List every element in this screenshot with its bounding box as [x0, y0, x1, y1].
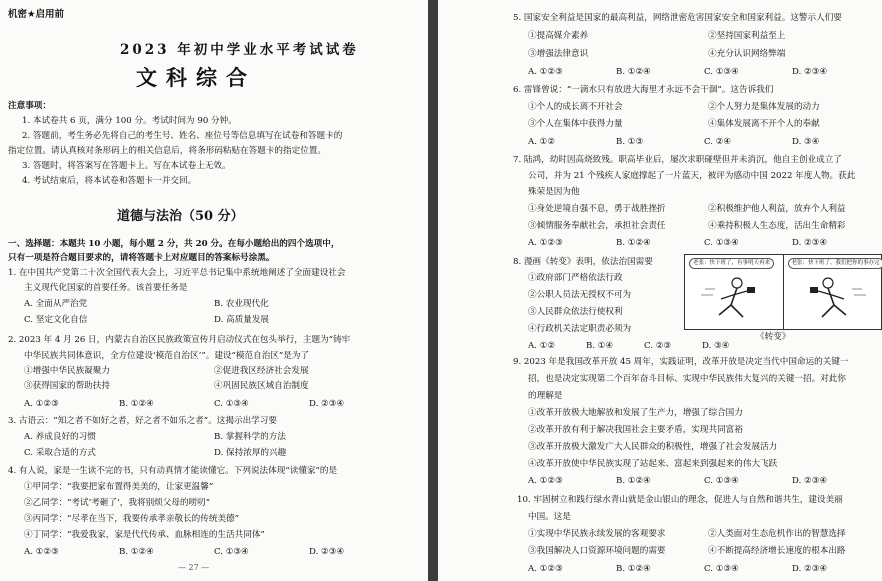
answer-option[interactable]: C. ①③④	[704, 238, 739, 248]
statement-item: ③人民群众依法行使权利	[528, 307, 623, 317]
question-stem: 4. 有人说，家是一生读不完的书，只有动真情才能读懂它。下列说法体现“读懂家”的是	[8, 466, 338, 476]
answer-option[interactable]: C. ①③④	[704, 564, 739, 574]
question-stem: 6. 雷锋曾说：“一滴水只有放进大海里才永远不会干涸”。这告诉我们	[513, 85, 774, 95]
question-stem: 中国。这是	[528, 512, 571, 522]
statement-item: ③增强法律意识	[528, 49, 589, 59]
option[interactable]: B. 农业现代化	[214, 299, 269, 309]
statement-item: ③我国解决人口资源环境问题的需要	[528, 546, 666, 556]
statement-item: ①甲同学：“我要把家布置得美美的，让家更温馨”	[24, 482, 214, 492]
note-line: 2. 答题前，考生务必先将自己的考生号、姓名、座位号等信息填写在试卷和答题卡的	[22, 131, 343, 141]
exam-page-right[interactable]	[438, 0, 882, 581]
answer-option[interactable]: B. ①②④	[616, 476, 651, 486]
answer-option[interactable]: D. ②③④	[792, 476, 828, 486]
note-line: 指定位置。请认真核对条形码上的相关信息后，将条形码粘贴在答题卡的指定位置。	[8, 146, 326, 156]
statement-item: ②坚持国家利益至上	[708, 31, 786, 41]
answer-option[interactable]: A. ①②③	[528, 564, 563, 574]
statement-item: ③倾情服务奉献社会，承担社会责任	[528, 221, 666, 231]
question-stem: 7. 陆鸿，幼时因高烧致残。职高毕业后，屡次求职碰壁但并未消沉，他自主创业成立了	[513, 155, 842, 165]
exam-title: 2023 年初中学业水平考试试卷	[120, 42, 359, 58]
answer-option[interactable]: B. ①②④	[119, 547, 154, 557]
question-stem: 3. 古语云：“知之者不如好之者，好之者不如乐之者”。这揭示出学习要	[8, 416, 277, 426]
answer-option[interactable]: B. ①②④	[616, 67, 651, 77]
part-intro: 只有一项是符合题目要求的，请将答题卡上对应题目的答案标号涂黑。	[8, 253, 275, 263]
answer-option[interactable]: C. ②③	[644, 341, 672, 351]
answer-option[interactable]: D. ②③④	[792, 67, 828, 77]
question-stem: 公司，并为 21 个残疾人家庭撑起了一片蓝天，被评为感动中国 2022 年度人物。获此	[528, 171, 856, 181]
question-stem: 1. 在中国共产党第二十次全国代表大会上，习近平总书记集中系统地阐述了全面建设社会	[8, 268, 346, 278]
answer-option[interactable]: D. ②③④	[309, 547, 345, 557]
option[interactable]: D. 保持浓厚的兴趣	[214, 448, 287, 458]
option[interactable]: B. 掌握科学的方法	[214, 432, 286, 442]
question-stem: 中华民族共同体意识，全方位建设‘模范自治区’”。建设“模范自治区”是为了	[24, 351, 310, 361]
statement-item: ④乘持积极人生态度，活出生命精彩	[708, 221, 846, 231]
question-stem: 9. 2023 年是我国改革开放 45 周年，实践证明，改革开放是决定当代中国命运的关键一	[513, 357, 849, 367]
statement-item: ①提高媒介素养	[528, 31, 589, 41]
answer-option[interactable]: C. ①③④	[214, 547, 249, 557]
option[interactable]: C. 采取合适的方式	[24, 448, 96, 458]
question-stem: 8. 漫画《转变》表明，依法治国需要	[513, 257, 653, 267]
answer-option[interactable]: C. ①③④	[704, 67, 739, 77]
statement-item: ④充分认识网络弊端	[708, 49, 786, 59]
statement-item: ②促进我区经济社会发展	[214, 366, 309, 376]
statement-item: ③丙同学：“尽孝在当下，我要传承孝亲敬长的传统美德”	[24, 514, 240, 524]
answer-option[interactable]: C. ②④	[704, 137, 732, 147]
answer-option[interactable]: B. ①③	[616, 137, 644, 147]
answer-option[interactable]: D. ②③④	[792, 238, 828, 248]
cartoon-panel-before	[685, 255, 784, 329]
answer-option[interactable]: D. ③④	[792, 137, 820, 147]
statement-item: ②积极维护他人利益，放弃个人利益	[708, 204, 846, 214]
statement-item: ④丁同学：“我爱我家，家是代代传承、血脉相连的生活共同体”	[24, 530, 265, 540]
question-stem: 主义现代化国家的首要任务。该首要任务是	[24, 283, 188, 293]
part-intro: 一、选择题：本题共 10 小题，每小题 2 分，共 20 分。在每小题给出的四个选项中，	[8, 239, 340, 249]
answer-option[interactable]: A. ①②③	[24, 547, 59, 557]
statement-item: ③获得国家的帮助扶持	[24, 381, 110, 391]
answer-option[interactable]: B. ①④	[586, 341, 614, 351]
cartoon-zhuanbian	[684, 254, 882, 330]
answer-option[interactable]: D. ②③④	[792, 564, 828, 574]
statement-item: ④不断提高经济增长速度的根本出路	[708, 546, 846, 556]
section-title: 道德与法治（50 分）	[117, 209, 244, 224]
question-stem: 招，也是决定实现第二个百年奋斗目标、实现中华民族伟大复兴的关键一招。对此你	[528, 374, 846, 384]
notes-heading: 注意事项：	[8, 101, 51, 111]
running-clerk-icon	[784, 255, 881, 327]
speech-bubble: 老张：快下班了，我们把你的事办完	[788, 258, 882, 269]
statement-item: ①实现中华民族永续发展的客观要求	[528, 529, 666, 539]
note-line: 3. 答题时，将答案写在答题卡上。写在本试卷上无效。	[22, 161, 231, 171]
answer-option[interactable]: B. ①②④	[616, 238, 651, 248]
answer-option[interactable]: A. ①②③	[528, 238, 563, 248]
cartoon-caption: 《转变》	[756, 332, 791, 342]
answer-option[interactable]: C. ①③④	[214, 399, 249, 409]
statement-item: ①政府部门严格依法行政	[528, 273, 623, 283]
answer-option[interactable]: B. ①②④	[616, 564, 651, 574]
statement-item: ①增强中华民族凝聚力	[24, 366, 110, 376]
exam-page-left[interactable]	[0, 0, 428, 581]
answer-option[interactable]: A. ①②③	[528, 476, 563, 486]
answer-option[interactable]: B. ①②④	[119, 399, 154, 409]
question-stem: 2. 2023 年 4 月 26 日，内蒙古自治区民族政策宣传月启动仪式在包头举行，主题为“铸牢	[8, 335, 351, 345]
subject-title: 文科综合	[136, 65, 256, 90]
page-gutter	[428, 0, 438, 581]
option[interactable]: C. 坚定文化自信	[24, 315, 88, 325]
question-stem: 殊荣是因为他	[528, 187, 580, 197]
answer-option[interactable]: A. ①②	[528, 137, 556, 147]
statement-item: ①身处逆境自强不息，勇于战胜挫折	[528, 204, 666, 214]
running-clerk-icon	[685, 255, 782, 327]
page-number: — 27 —	[178, 563, 210, 572]
question-stem: 的理解是	[528, 391, 563, 401]
note-line: 4. 考试结束后，将本试卷和答题卡一并交回。	[22, 176, 197, 186]
speech-bubble: 老张：快下班了，有事明天再来	[689, 258, 774, 269]
answer-option[interactable]: D. ②③④	[309, 399, 345, 409]
statement-item: ②公职人员法无授权不可为	[528, 290, 632, 300]
statement-item: ③个人在集体中获得力量	[528, 119, 623, 129]
answer-option[interactable]: A. ①②③	[24, 399, 59, 409]
cartoon-panel-after	[784, 255, 882, 329]
answer-option[interactable]: C. ①③④	[704, 476, 739, 486]
option[interactable]: D. 高质量发展	[214, 315, 270, 325]
statement-item: ④巩固民族区域自治制度	[214, 381, 309, 391]
answer-option[interactable]: D. ③④	[702, 341, 730, 351]
answer-option[interactable]: A. ①②③	[528, 67, 563, 77]
option[interactable]: A. 全面从严治党	[24, 299, 88, 309]
question-stem: 5. 国家安全利益是国家的最高利益，网络泄密危害国家安全和国家利益。这警示人们要	[513, 13, 842, 23]
note-line: 1. 本试卷共 6 页，满分 100 分。考试时间为 90 分钟。	[22, 116, 237, 126]
statement-item: ④行政机关法定职责必须为	[528, 324, 632, 334]
answer-option[interactable]: A. ①②	[528, 341, 556, 351]
question-stem: 10. 牢固树立和践行绿水青山就是金山银山的理念，促进人与自然和谐共生，建设美丽	[517, 495, 843, 505]
statement-item: ②个人努力是集体发展的动力	[708, 102, 820, 112]
statement-item: ④集体发展离不开个人的奉献	[708, 119, 820, 129]
statement-item: ②改革开放有利于解决我国社会主要矛盾，实现共同富裕	[528, 425, 743, 435]
statement-item: ②乙同学：“考试‘考砸了’，我将别烦父母的唠叨”	[24, 498, 211, 508]
statement-item: ②人类面对生态危机作出的智慧选择	[708, 529, 846, 539]
statement-item: ④改革开放使中华民族实现了站起来、富起来到强起来的伟大飞跃	[528, 459, 778, 469]
statement-item: ①改革开放极大地解放和发展了生产力，增强了综合国力	[528, 408, 743, 418]
option[interactable]: A. 养成良好的习惯	[24, 432, 96, 442]
statement-item: ①个人的成长离不开社会	[528, 102, 623, 112]
statement-item: ③改革开放极大激发广大人民群众的积极性，增强了社会发展活力	[528, 442, 778, 452]
secret-label: 机密★启用前	[8, 9, 65, 20]
